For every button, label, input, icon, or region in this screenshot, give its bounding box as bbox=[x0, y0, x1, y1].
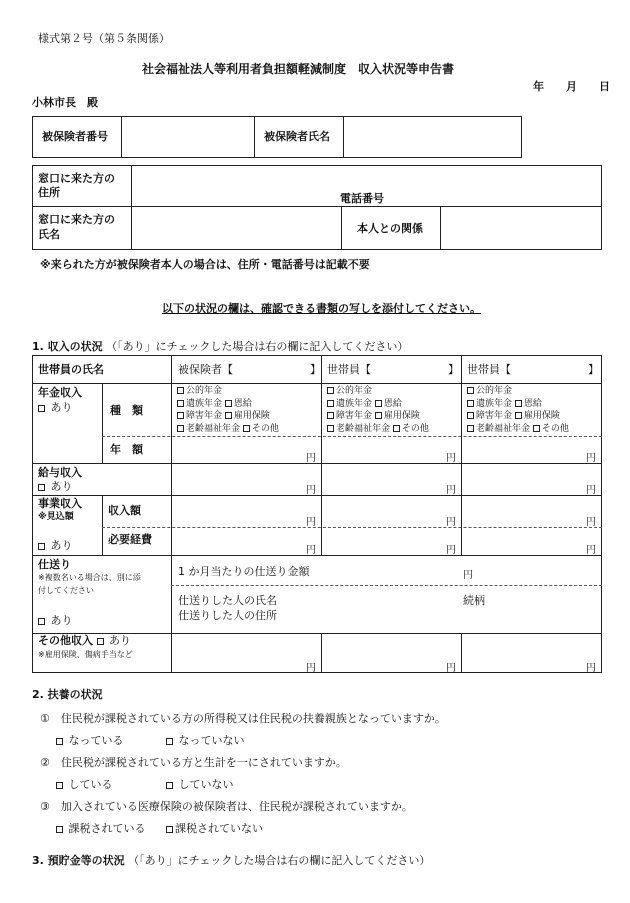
kind-label: その他 bbox=[541, 423, 569, 434]
kind-label: 遺族年金 bbox=[476, 398, 513, 409]
kind-checkbox[interactable] bbox=[177, 425, 184, 432]
yen-mark: 円 bbox=[306, 663, 316, 674]
kinds-col-3 bbox=[467, 385, 569, 435]
q1-a-checkbox[interactable] bbox=[56, 738, 63, 745]
section1-title: 1. 収入の状況 bbox=[32, 340, 103, 353]
question-1: ① 住民税が課税されている方の所得税又は住民税の扶養親族となっていますか。 bbox=[40, 712, 446, 725]
section3-title: 3. 預貯金等の状況 bbox=[32, 854, 125, 867]
yen-mark: 円 bbox=[306, 485, 316, 496]
remit-relation-label: 続柄 bbox=[463, 594, 485, 607]
kind-label: 種 類 bbox=[110, 404, 143, 417]
business-note: ※見込額 bbox=[38, 512, 74, 522]
kind-checkbox[interactable] bbox=[327, 400, 334, 407]
amount-label: 年 額 bbox=[110, 443, 143, 456]
question-3: ③ 加入されている医療保険の被保険者は、住民税が課税されていますか。 bbox=[40, 800, 413, 813]
page-title: 社会福祉法人等利用者負担額軽減制度 収入状況等申告書 bbox=[142, 62, 455, 76]
business-ari bbox=[38, 539, 73, 552]
q2-a-label: している bbox=[68, 778, 113, 791]
remit-name-label: 仕送りした人の氏名 bbox=[178, 594, 277, 607]
yen-mark: 円 bbox=[586, 663, 596, 674]
relation-label: 本人との関係 bbox=[357, 222, 423, 235]
yen-mark: 円 bbox=[586, 545, 596, 556]
kind-checkbox[interactable] bbox=[327, 387, 334, 394]
business-label: 事業収入 bbox=[38, 497, 82, 510]
q2-option-b bbox=[166, 778, 234, 791]
ari-label: あり bbox=[50, 480, 73, 493]
q1-a-label: なっている bbox=[68, 734, 124, 747]
q2-b-label: していない bbox=[178, 778, 234, 791]
kind-checkbox[interactable] bbox=[375, 400, 382, 407]
addressee: 小林市長 殿 bbox=[32, 96, 98, 109]
q3-a-label: 課税されている bbox=[68, 822, 146, 835]
kind-label: 老齢福祉年金 bbox=[336, 423, 391, 434]
yen-mark: 円 bbox=[306, 453, 316, 464]
q1-b-label: なっていない bbox=[178, 734, 245, 747]
section3-heading bbox=[32, 854, 430, 867]
kind-label: 遺族年金 bbox=[186, 398, 223, 409]
insured-number-field[interactable] bbox=[124, 119, 251, 155]
date-label: 年 月 日 bbox=[533, 80, 610, 93]
section1-heading bbox=[32, 340, 408, 353]
other-checkbox[interactable] bbox=[97, 638, 104, 645]
business-checkbox[interactable] bbox=[38, 543, 45, 550]
remit-ari bbox=[38, 614, 73, 627]
kind-label: 雇用保険 bbox=[523, 411, 560, 421]
section2-title: 2. 扶養の状況 bbox=[32, 688, 103, 701]
kind-label: 恩給 bbox=[523, 398, 542, 409]
remit-address-label: 仕送りした人の住所 bbox=[178, 609, 277, 622]
kind-checkbox[interactable] bbox=[225, 400, 232, 407]
revenue-label: 収入額 bbox=[108, 504, 141, 517]
pension-label: 年金収入 bbox=[38, 386, 82, 399]
kind-checkbox[interactable] bbox=[515, 400, 522, 407]
salary-checkbox[interactable] bbox=[38, 484, 45, 491]
kind-checkbox[interactable] bbox=[225, 412, 232, 419]
kind-label: 障害年金 bbox=[336, 411, 373, 421]
expense-label: 必要経費 bbox=[108, 533, 152, 546]
visitor-address-label: 窓口に来た方の bbox=[38, 172, 115, 185]
kind-label: 雇用保険 bbox=[233, 411, 270, 421]
kind-label: 障害年金 bbox=[476, 411, 513, 421]
yen-mark: 円 bbox=[586, 485, 596, 496]
remit-label: 仕送り bbox=[38, 558, 71, 571]
kind-checkbox[interactable] bbox=[533, 425, 540, 432]
ari-label: あり bbox=[50, 539, 73, 552]
remit-note-2: 付してください bbox=[38, 586, 94, 595]
kind-label: 公的年金 bbox=[476, 386, 513, 396]
kind-label: 恩給 bbox=[383, 398, 402, 409]
insured-number-label: 被保険者番号 bbox=[42, 130, 108, 143]
q3-a-checkbox[interactable] bbox=[56, 826, 63, 833]
kind-label: その他 bbox=[401, 423, 429, 434]
kind-label: 遺族年金 bbox=[336, 398, 373, 409]
yen-mark: 円 bbox=[446, 545, 456, 556]
relation-field[interactable] bbox=[443, 209, 599, 247]
kind-checkbox[interactable] bbox=[467, 425, 474, 432]
member-name-header: 世帯員の氏名 bbox=[38, 363, 104, 376]
kind-label: その他 bbox=[251, 423, 279, 434]
kind-checkbox[interactable] bbox=[467, 400, 474, 407]
remit-monthly-label: 1 か月当たりの仕送り金額 bbox=[178, 565, 310, 578]
yen-mark: 円 bbox=[446, 663, 456, 674]
q3-b-label: 課税されていない bbox=[175, 822, 263, 835]
yen-mark: 円 bbox=[586, 453, 596, 464]
q1-option-b bbox=[166, 734, 245, 747]
kinds-col-2 bbox=[327, 385, 429, 435]
salary-label: 給与収入 bbox=[38, 466, 82, 479]
kind-checkbox[interactable] bbox=[467, 412, 474, 419]
col-member-header-2: 世帯員【 】 bbox=[467, 363, 599, 376]
kind-checkbox[interactable] bbox=[243, 425, 250, 432]
other-label: その他収入 bbox=[38, 634, 93, 647]
salary-ari bbox=[38, 480, 73, 493]
kind-label: 恩給 bbox=[233, 398, 252, 409]
yen-mark: 円 bbox=[446, 517, 456, 528]
q3-option-b bbox=[166, 822, 263, 835]
q2-b-checkbox[interactable] bbox=[166, 782, 173, 789]
kind-label: 雇用保険 bbox=[383, 411, 420, 421]
section1-note: （「あり」にチェックした場合は右の欄に記入してください） bbox=[106, 340, 409, 353]
kind-checkbox[interactable] bbox=[375, 412, 382, 419]
ari-label: あり bbox=[109, 634, 131, 647]
pension-ari bbox=[38, 401, 73, 414]
kind-checkbox[interactable] bbox=[177, 387, 184, 394]
q2-option-a bbox=[56, 778, 113, 791]
other-income bbox=[38, 634, 131, 647]
kinds-col-1 bbox=[177, 385, 279, 435]
kind-checkbox[interactable] bbox=[467, 387, 474, 394]
section3-note: （「あり」にチェックした場合は右の欄に記入してください） bbox=[128, 854, 431, 867]
kind-checkbox[interactable] bbox=[515, 412, 522, 419]
kind-label: 公的年金 bbox=[186, 386, 223, 396]
kind-checkbox[interactable] bbox=[327, 412, 334, 419]
other-note: ※雇用保険、傷病手当など bbox=[38, 650, 133, 659]
remit-checkbox[interactable] bbox=[38, 618, 45, 625]
visitor-address-label-2: 住所 bbox=[38, 186, 60, 199]
kind-checkbox[interactable] bbox=[177, 412, 184, 419]
visitor-name-label-2: 氏名 bbox=[38, 228, 60, 241]
q3-option-a bbox=[56, 822, 146, 835]
kind-checkbox[interactable] bbox=[327, 425, 334, 432]
yen-mark: 円 bbox=[446, 453, 456, 464]
remit-note-1: ※複数名いる場合は、別に添 bbox=[38, 573, 141, 582]
phone-label: 電話番号 bbox=[340, 192, 384, 205]
question-2: ② 住民税が課税されている方と生計を一にされていますか。 bbox=[40, 756, 347, 769]
kind-label: 老齢福祉年金 bbox=[476, 423, 531, 434]
yen-mark: 円 bbox=[306, 517, 316, 528]
q2-a-checkbox[interactable] bbox=[56, 782, 63, 789]
form-number: 様式第２号（第５条関係） bbox=[38, 32, 170, 45]
col-member-header-1: 世帯員【 】 bbox=[327, 363, 459, 376]
visitor-note: ※来られた方が被保険者本人の場合は、住所・電話番号は記載不要 bbox=[40, 258, 370, 271]
visitor-name-label: 窓口に来た方の bbox=[38, 213, 115, 226]
kind-checkbox[interactable] bbox=[393, 425, 400, 432]
q1-b-checkbox[interactable] bbox=[166, 738, 173, 745]
ari-label: あり bbox=[50, 401, 73, 414]
visitor-name-field[interactable] bbox=[134, 209, 338, 247]
col-insured-header: 被保険者【 】 bbox=[178, 363, 321, 376]
kind-label: 老齢福祉年金 bbox=[186, 423, 241, 434]
q3-b-checkbox[interactable] bbox=[166, 826, 173, 833]
ari-label: あり bbox=[50, 614, 73, 627]
insured-name-label: 被保険者氏名 bbox=[264, 130, 330, 143]
pension-checkbox[interactable] bbox=[38, 405, 45, 412]
kind-label: 公的年金 bbox=[336, 386, 373, 396]
insured-name-field[interactable] bbox=[346, 119, 518, 155]
kind-label: 障害年金 bbox=[186, 411, 223, 421]
yen-mark: 円 bbox=[586, 517, 596, 528]
notice: 以下の状況の欄は、確認できる書類の写しを添付してください。 bbox=[162, 302, 481, 315]
yen-mark: 円 bbox=[306, 545, 316, 556]
yen-mark: 円 bbox=[463, 570, 473, 581]
q1-option-a bbox=[56, 734, 124, 747]
yen-mark: 円 bbox=[446, 485, 456, 496]
kind-checkbox[interactable] bbox=[177, 400, 184, 407]
